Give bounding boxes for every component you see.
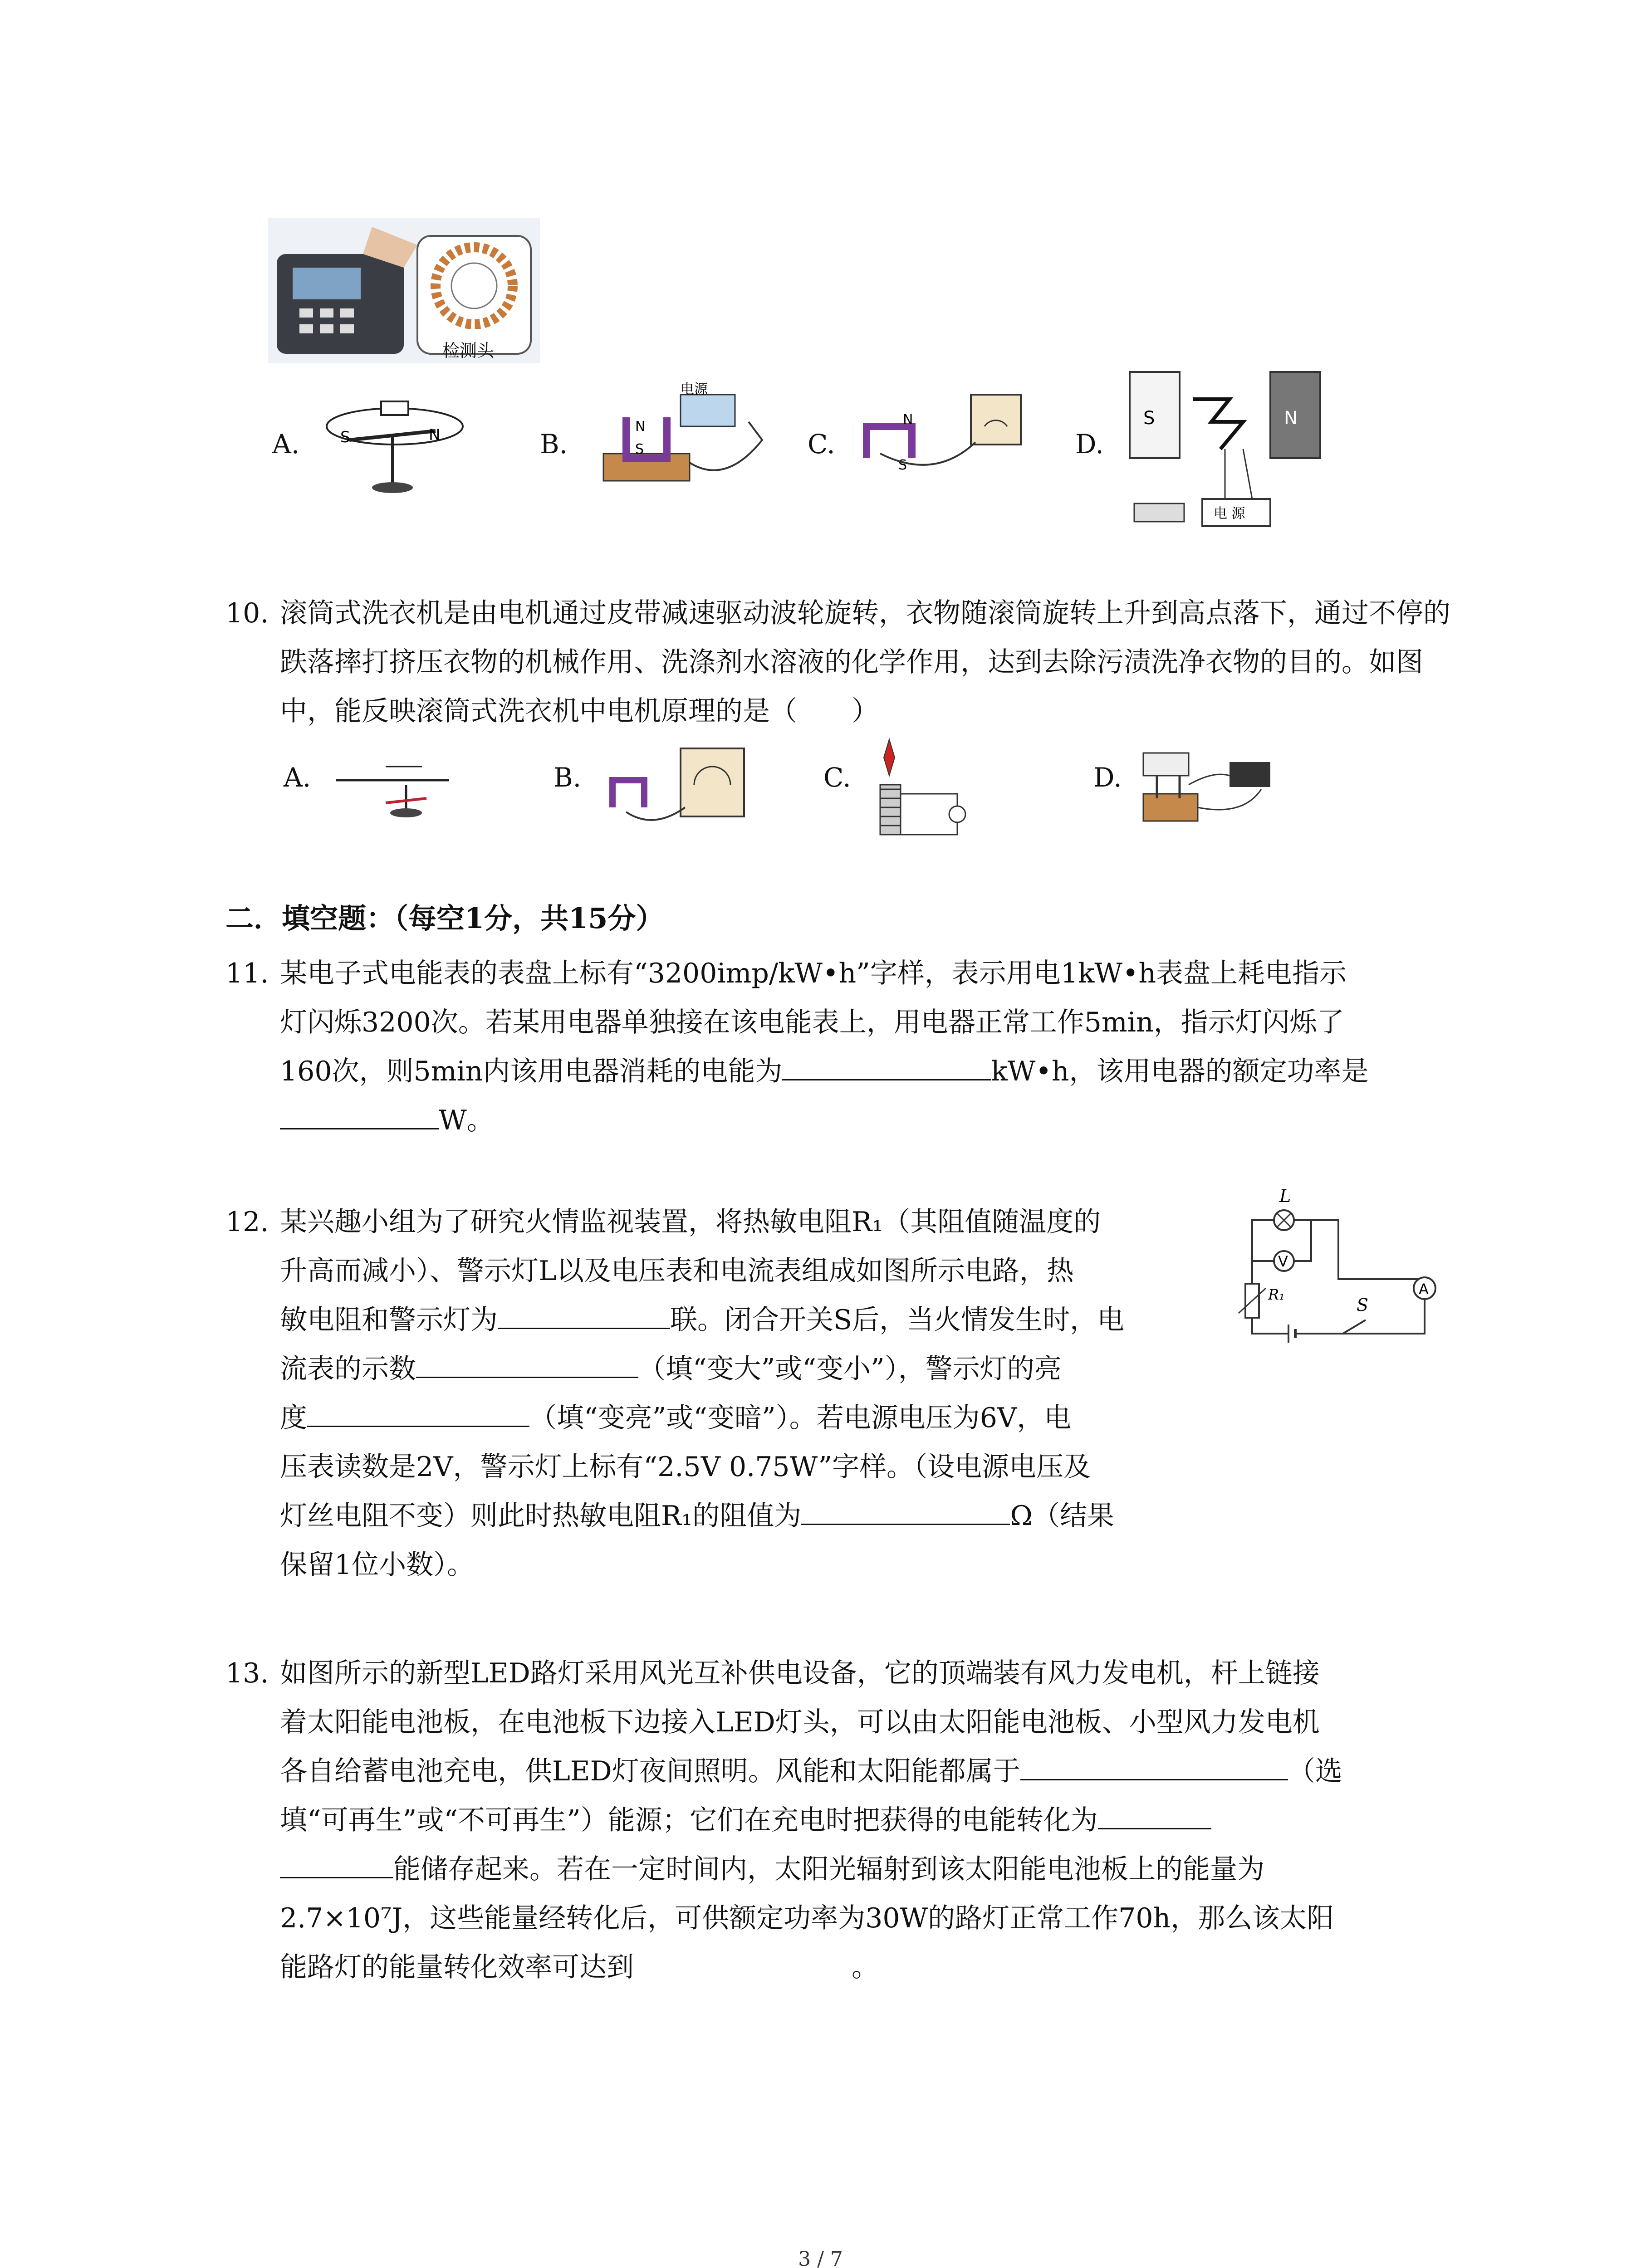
section-title: 二．填空题：（每空1分，共15分） <box>225 902 664 935</box>
question-10 <box>225 589 1450 736</box>
q12-line-7b: Ω（结果 <box>1010 1500 1114 1532</box>
q12-line-2: 升高而减小）、警示灯L以及电压表和电流表组成如图所示电路，热 <box>280 1255 1074 1287</box>
q10-option-b-figure <box>599 744 749 830</box>
q13-answer-blank-2[interactable] <box>1098 1801 1211 1829</box>
q11-line-3a: 160次，则5min内该用电器消耗的电能为 <box>280 1056 783 1087</box>
svg-text:N: N <box>429 426 441 444</box>
q11-line-2: 灯闪烁3200次。若某用电器单独接在该电能表上，用电器正常工作5min，指示灯闪烁了 <box>280 1007 1344 1038</box>
q10-option-d-figure <box>1139 748 1284 835</box>
q12-line-5b: （填“变亮”或“变暗”）。若电源电压为6V，电 <box>529 1402 1072 1434</box>
q12-line-6: 压表读数是2V，警示灯上标有“2.5V 0.75W”字样。（设电源电压及 <box>280 1451 1091 1483</box>
q9-option-d-label[interactable]: D. <box>1075 429 1104 459</box>
question-12 <box>225 1198 1246 1589</box>
q11-line-1: 某电子式电能表的表盘上标有“3200imp/kW•h”字样，表示用电1kW•h表盘上耗电指示 <box>280 958 1347 989</box>
svg-text:N: N <box>635 419 646 435</box>
q10-option-b-label[interactable]: B. <box>554 762 582 793</box>
q12-line-4a: 流表的示数 <box>280 1353 416 1385</box>
q9-option-b-figure <box>599 381 771 499</box>
pos-terminal-illustration <box>268 218 540 363</box>
circuit-l-label: L <box>1279 1186 1291 1206</box>
q11-line-3b: kW•h，该用电器的额定功率是 <box>991 1056 1369 1087</box>
q12-answer-blank-1[interactable] <box>498 1300 670 1329</box>
q12-line-8: 保留1位小数）。 <box>280 1549 475 1581</box>
q9-option-a-label[interactable]: A. <box>272 429 300 459</box>
svg-text:N: N <box>903 412 913 428</box>
q12-line-4b: （填“变大”或“变小”），警示灯的亮 <box>638 1353 1062 1385</box>
svg-text:S: S <box>635 441 644 457</box>
q9-d-s-label: S <box>1143 408 1155 429</box>
q10-option-a-figure <box>331 753 454 821</box>
q10-option-d-label[interactable]: D. <box>1093 762 1122 793</box>
q13-line-7b: 。 <box>852 1951 879 1983</box>
q9-option-d-figure <box>1125 363 1334 535</box>
q10-option-c-figure <box>867 739 985 844</box>
q9-option-a-figure <box>318 390 472 499</box>
q13-answer-blank-3[interactable] <box>280 1850 393 1878</box>
q13-line-1: 如图所示的新型LED路灯采用风光互补供电设备，它的顶端装有风力发电机，杆上链接 <box>280 1657 1320 1689</box>
q12-line-5a: 度 <box>280 1402 307 1434</box>
q10-option-c-label[interactable]: C. <box>823 762 851 793</box>
q13-line-3a: 各自给蓄电池充电，供LED灯夜间照明。风能和太阳能都属于 <box>280 1755 1020 1787</box>
svg-text:S: S <box>340 428 350 446</box>
question-number: 10. <box>225 597 269 629</box>
q11-answer-blank-2[interactable] <box>280 1101 439 1129</box>
q9-b-power-label: 电源 <box>681 381 708 397</box>
q12-line-3a: 敏电阻和警示灯为 <box>280 1304 498 1336</box>
svg-text:S: S <box>898 457 907 473</box>
page-number: 3 / 7 <box>798 2248 843 2268</box>
question-text: 滚筒式洗衣机是由电机通过皮带减速驱动波轮旋转，衣物随滚筒旋转上升到高点落下，通过不停的跌落摔打挤压衣物的机械作用、洗涤剂水溶液的化学作用，达到去除污渍洗净衣物的目的。如图中，能反映滚筒式洗衣机中电机原理的是（ ） <box>280 597 1450 727</box>
q9-d-n-label: N <box>1284 408 1298 429</box>
q9-option-b-label[interactable]: B. <box>540 429 568 459</box>
question-11 <box>225 949 1450 1145</box>
q9-option-c-figure <box>853 390 1025 490</box>
q13-line-7a: 能路灯的能量转化效率可达到 <box>280 1951 634 1983</box>
question-number: 13. <box>225 1657 269 1689</box>
circuit-v-label: V <box>1278 1253 1288 1270</box>
q10-option-a-label[interactable]: A. <box>284 762 311 793</box>
question-number: 11. <box>225 958 269 989</box>
q13-line-4a: 填“可再生”或“不可再生”）能源；它们在充电时把获得的电能转化为 <box>280 1804 1098 1836</box>
question-number: 12. <box>225 1206 269 1238</box>
q13-line-3b: （选 <box>1288 1755 1342 1787</box>
circuit-a-label: A <box>1419 1281 1429 1298</box>
q13-line-6: 2.7×10⁷J，这些能量经转化后，可供额定功率为30W的路灯正常工作70h，那么该太阳 <box>280 1902 1334 1934</box>
circuit-s-label: S <box>1357 1295 1369 1315</box>
q9-option-c-label[interactable]: C. <box>808 429 835 459</box>
q9-d-power-label: 电 源 <box>1214 506 1245 522</box>
pos-terminal-photo <box>268 218 540 363</box>
q12-circuit-diagram <box>1225 1188 1443 1361</box>
q13-line-2: 着太阳能电池板，在电池板下边接入LED灯头，可以由太阳能电池板、小型风力发电机 <box>280 1706 1320 1738</box>
circuit-r1-label: R₁ <box>1268 1286 1285 1303</box>
q13-line-5b: 能储存起来。若在一定时间内，太阳光辐射到该太阳能电池板上的能量为 <box>393 1853 1264 1885</box>
detector-head-caption: 检测头 <box>442 341 495 361</box>
question-13 <box>225 1649 1450 1992</box>
q12-line-3b: 联。闭合开关S后，当火情发生时，电 <box>670 1304 1125 1336</box>
q12-line-7a: 灯丝电阻不变）则此时热敏电阻R₁的阻值为 <box>280 1500 802 1532</box>
q12-line-1: 某兴趣小组为了研究火情监视装置，将热敏电阻R₁（其阻值随温度的 <box>280 1206 1101 1238</box>
q13-answer-blank-1[interactable] <box>1020 1752 1288 1780</box>
q12-answer-blank-4[interactable] <box>801 1496 1010 1525</box>
q12-answer-blank-3[interactable] <box>307 1398 529 1427</box>
q12-answer-blank-2[interactable] <box>416 1349 638 1378</box>
q11-line-4b: W。 <box>439 1105 494 1136</box>
q11-answer-blank-1[interactable] <box>782 1052 991 1080</box>
